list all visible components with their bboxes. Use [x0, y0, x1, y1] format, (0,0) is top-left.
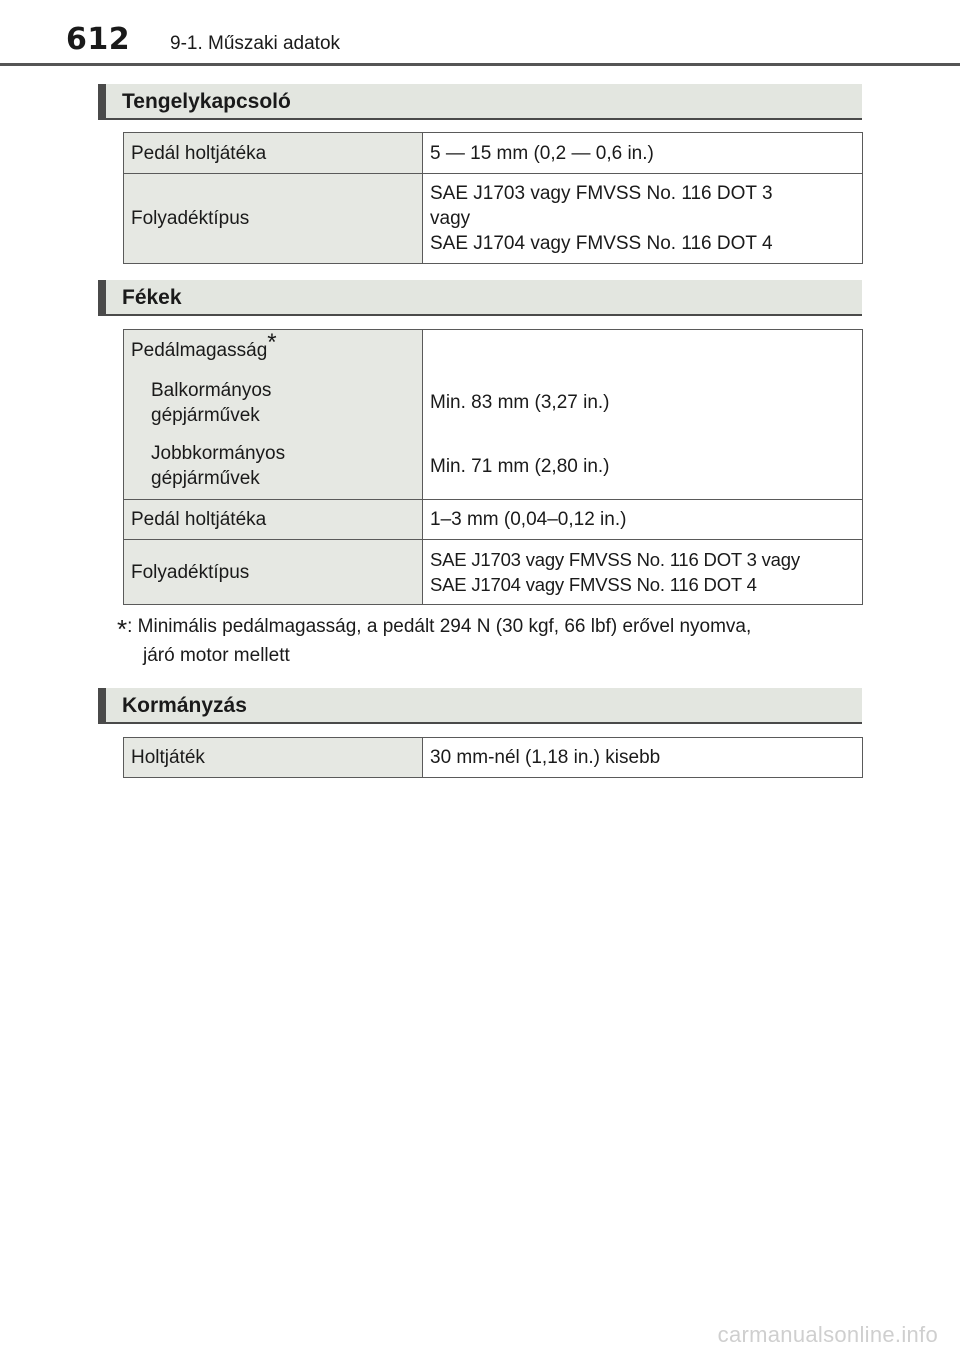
brakes-spec-table [123, 329, 863, 605]
page-header [0, 0, 960, 68]
table-row [124, 738, 863, 778]
sub-label-line: Jobbkormányos [151, 443, 286, 465]
table-row [124, 500, 863, 540]
section-title-clutch: Tengelykapcsoló [122, 90, 291, 113]
rhd-value: Min. 71 mm (2,80 in.) [423, 434, 863, 500]
row-value [423, 174, 863, 264]
section-title-brakes: Fékek [122, 286, 182, 309]
row-label: Pedál holtjátéka [124, 133, 423, 174]
table-row [124, 372, 863, 434]
table-row [124, 330, 863, 372]
header-rule [0, 63, 960, 66]
table-row [124, 133, 863, 174]
table-row [124, 434, 863, 500]
lhd-value: Min. 83 mm (3,27 in.) [423, 372, 863, 434]
row-value: 30 mm-nél (1,18 in.) kisebb [423, 738, 863, 778]
row-label: Folyadéktípus [124, 174, 423, 264]
clutch-spec-table [123, 132, 863, 264]
sub-label-line: gépjárművek [151, 404, 260, 426]
page-number: 612 [66, 22, 131, 57]
footnote-marker: * [117, 614, 128, 644]
sub-label-line: Balkormányos [151, 379, 272, 401]
watermark: carmanualsonline.info [717, 1322, 938, 1347]
row-label: Pedál holtjátéka [124, 500, 423, 540]
footnote-marker: * [267, 329, 277, 357]
chapter-title: 9-1. Műszaki adatok [170, 33, 341, 54]
table-row [124, 540, 863, 605]
footnote-text-line2: járó motor mellett [143, 645, 290, 666]
row-label: Holtjáték [124, 738, 423, 778]
value-line: SAE J1704 vagy FMVSS No. 116 DOT 4 [430, 233, 773, 254]
steering-spec-table [123, 737, 863, 778]
row-value: 1–3 mm (0,04–0,12 in.) [423, 500, 863, 540]
lhd-label [124, 372, 423, 434]
table-row [124, 174, 863, 264]
value-line: SAE J1703 vagy FMVSS No. 116 DOT 3 vagy [430, 549, 800, 570]
section-header-steering [98, 688, 862, 724]
rhd-label [124, 434, 423, 500]
row-value-empty [423, 330, 863, 372]
row-label: Pedálmagasság [131, 340, 268, 362]
section-header-brakes [98, 280, 862, 316]
row-value [423, 540, 863, 605]
pedal-height-label [124, 330, 423, 372]
value-line: SAE J1704 vagy FMVSS No. 116 DOT 4 [430, 574, 757, 595]
row-value: 5 — 15 mm (0,2 — 0,6 in.) [423, 133, 863, 174]
sub-label-line: gépjárművek [151, 468, 260, 490]
footnote-text-line1: : Minimális pedálmagasság, a pedált 294 N (30 kgf, 66 lbf) erővel nyomva, [127, 616, 752, 637]
section-title-steering: Kormányzás [122, 694, 247, 717]
value-line: vagy [430, 208, 471, 229]
footnote [117, 612, 862, 670]
value-line: SAE J1703 vagy FMVSS No. 116 DOT 3 [430, 183, 773, 204]
section-header-clutch [98, 84, 862, 120]
row-label: Folyadéktípus [124, 540, 423, 605]
